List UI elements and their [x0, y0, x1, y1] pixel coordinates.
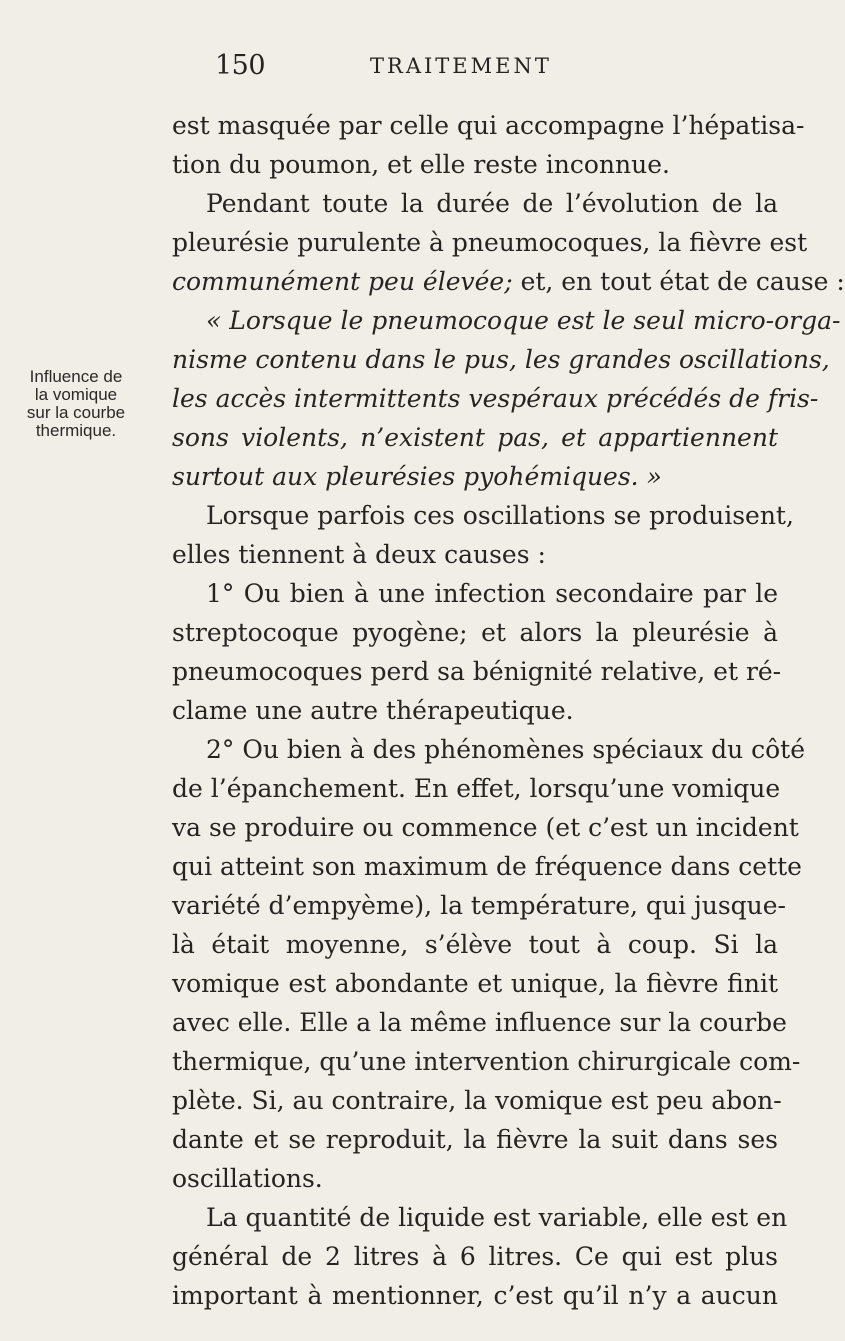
- text-line: vomique est abondante et unique, la fièvre finit: [172, 969, 778, 998]
- text-line: là était moyenne, s’élève tout à coup. Si la: [172, 930, 778, 959]
- text-line: de l’épanchement. En effet, lorsqu’une vomique: [172, 774, 781, 803]
- text-line: elles tiennent à deux causes :: [172, 540, 546, 569]
- margin-note-line: thermique.: [35, 421, 117, 440]
- margin-note-line: la vomique: [34, 385, 118, 404]
- margin-note: [20, 368, 132, 440]
- text-line: pleurésie purulente à pneumocoques, la fièvre est: [172, 228, 808, 257]
- text-line: oscillations.: [172, 1164, 323, 1193]
- text-line: va se produire ou commence (et c’est un incident: [172, 813, 799, 842]
- text-line: nisme contenu dans le pus, les grandes oscillations,: [172, 345, 830, 374]
- text-line: clame une autre thérapeutique.: [172, 696, 574, 725]
- text-line: Pendant toute la durée de l’évolution de la: [206, 189, 778, 218]
- text-line: avec elle. Elle a la même influence sur la courbe: [172, 1008, 787, 1037]
- text-line: dante et se reproduit, la fièvre la suit dans ses: [172, 1125, 778, 1154]
- body-text: [172, 106, 845, 1315]
- margin-note-line: Influence de: [29, 367, 123, 386]
- text-line: 2° Ou bien à des phénomènes spéciaux du côté: [206, 735, 806, 764]
- italic-phrase: communément peu élevée;: [172, 267, 513, 296]
- margin-note-line: sur la courbe: [26, 403, 126, 422]
- text-line: les accès intermittents vespéraux précédés de fris-: [172, 384, 819, 413]
- text-line: variété d’empyème), la température, qui jusque-: [172, 891, 786, 920]
- text-line: tion du poumon, et elle reste inconnue.: [172, 150, 670, 179]
- text-line: streptocoque pyogène; et alors la pleurésie à: [172, 618, 778, 647]
- running-head: TRAITEMENT: [370, 54, 552, 78]
- text-line: plète. Si, au contraire, la vomique est peu abon-: [172, 1086, 782, 1115]
- text-line: La quantité de liquide est variable, elle est en: [206, 1203, 788, 1232]
- text-line: qui atteint son maximum de fréquence dans cette: [172, 852, 802, 881]
- text-line: communément peu élevée; et, en tout état de cause :: [172, 267, 845, 296]
- text-line: Lorsque parfois ces oscillations se produisent,: [206, 501, 794, 530]
- text-line: 1° Ou bien à une infection secondaire par le: [206, 579, 778, 608]
- text-line: « Lorsque le pneumocoque est le seul micro-orga-: [206, 306, 841, 335]
- text-line: pneumocoques perd sa bénignité relative, et ré-: [172, 657, 782, 686]
- page-number: 150: [215, 50, 266, 81]
- text-line: important à mentionner, c’est qu’il n’y a aucun: [172, 1281, 778, 1310]
- text-line: est masquée par celle qui accompagne l’hépatisa-: [172, 111, 805, 140]
- text-line: thermique, qu’une intervention chirurgicale com-: [172, 1047, 801, 1076]
- text-line: général de 2 litres à 6 litres. Ce qui est plus: [172, 1242, 778, 1271]
- text-line: surtout aux pleurésies pyohémiques. »: [172, 462, 662, 491]
- text-line: sons violents, n’existent pas, et appartiennent: [172, 423, 778, 452]
